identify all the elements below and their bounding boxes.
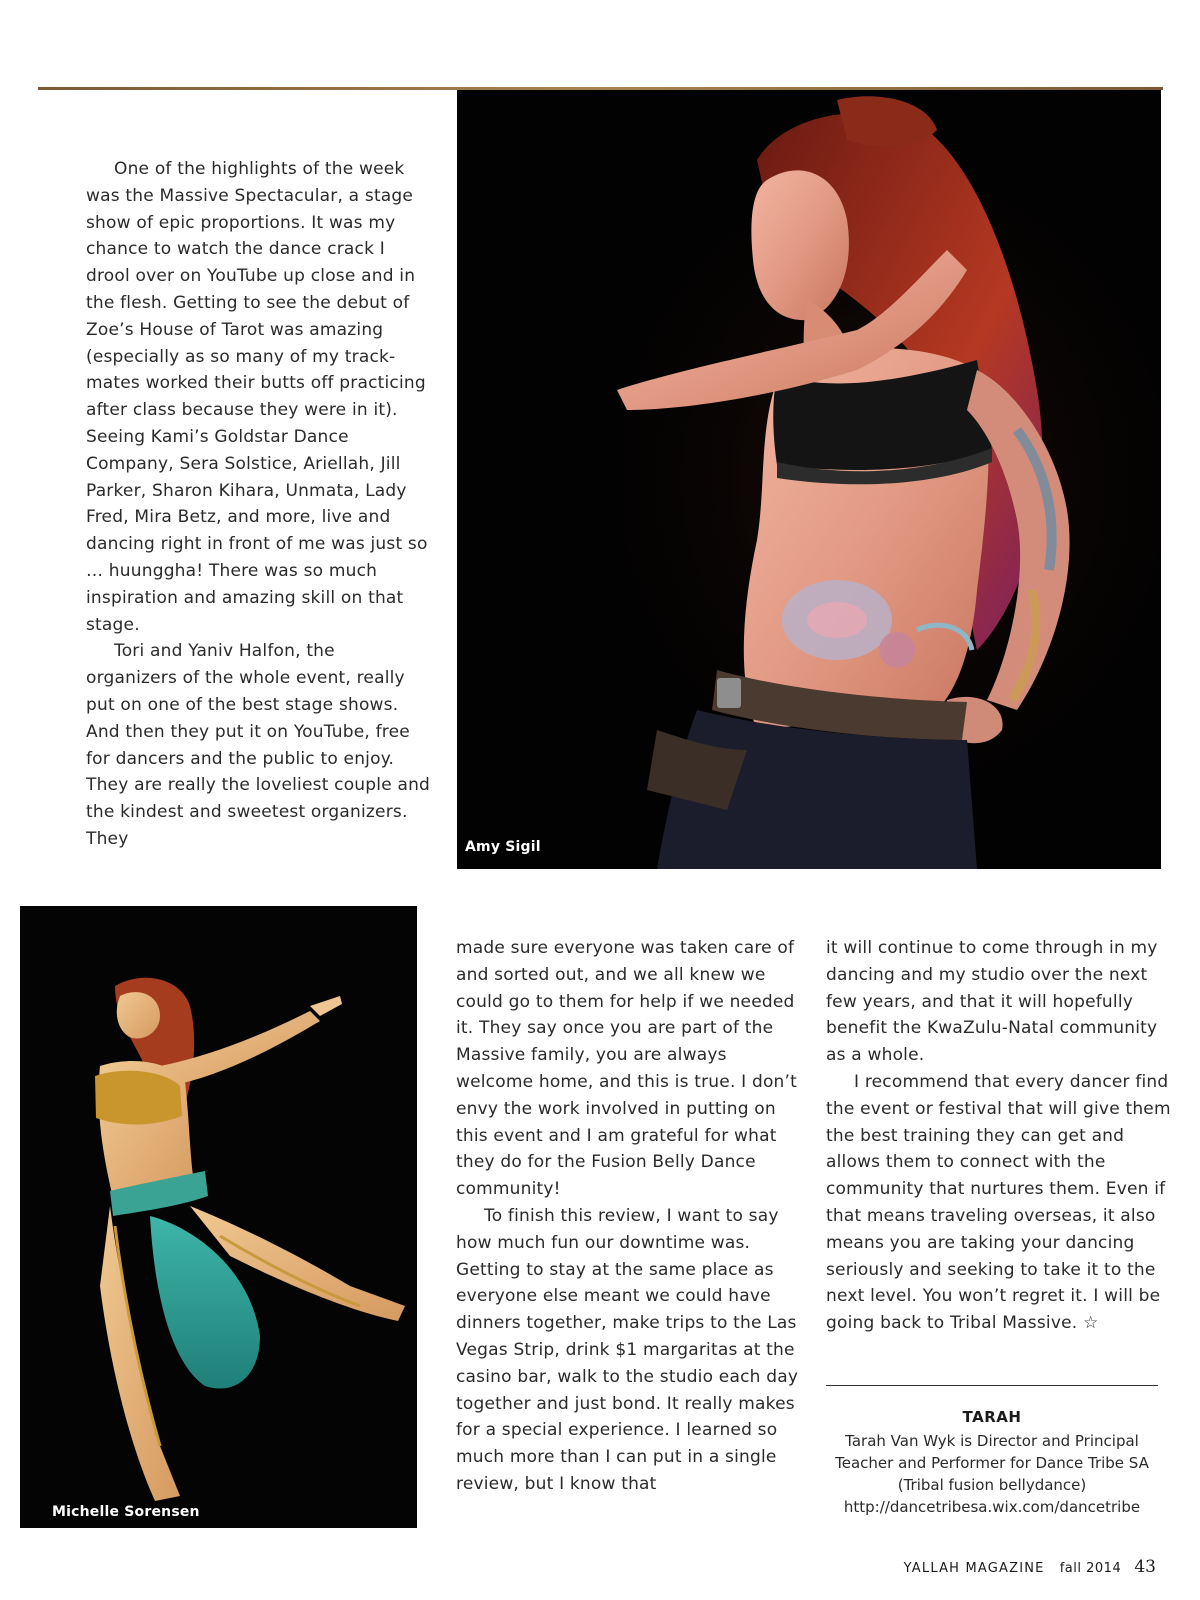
- article-column-3: [826, 935, 1171, 1337]
- article-paragraph: it will continue to come through in my dancing and my studio over the next few years, and that it will hopefully benefit the KwaZulu-Natal community as a whole.: [826, 938, 1158, 1066]
- dancer-photo-top-image: [457, 90, 1161, 869]
- author-website: http://dancetribesa.wix.com/dancetribe: [843, 1498, 1141, 1516]
- article-paragraph: Tori and Yaniv Halfon, the organizers of the whole event, really put on one of the best stage shows. And then they put it on YouTube, free for dancers and the public to enjoy. They are really the loveliest couple and the kindest and sweetest organizers. They: [86, 641, 431, 849]
- article-paragraph: To finish this review, I want to say how much fun our downtime was. Getting to stay at the same place as everyone else meant we could have dinners together, make trips to the Las Vegas Strip, drink $1 margaritas at the casino bar, walk to the studio each day together and just bond. It really makes for a special experience. I learned so much more than I can put in a single review, but I know that: [456, 1205, 799, 1494]
- article-paragraph: One of the highlights of the week was the Massive Spectacular, a stage show of epic proportions. It was my chance to watch the dance crack I drool over on YouTube up close and in the flesh. Getting to see the debut of Zoe’s House of Tarot was amazing (especially as so many of my track-mates worked their butts off practicing after class because they were in it). Seeing Kami’s Goldstar Dance Company, Sera Solstice, Ariellah, Jill Parker, Sharon Kihara, Unmata, Lady Fred, Mira Betz, and more, live and dancing right in front of me was just so … huunggha! There was so much inspiration and amazing skill on that stage.: [86, 159, 428, 635]
- article-column-2: [456, 935, 801, 1498]
- bio-divider: [826, 1385, 1158, 1386]
- photo-credit-top: Amy Sigil: [465, 839, 541, 855]
- article-column-1: [86, 156, 431, 853]
- page-footer: [904, 1557, 1156, 1577]
- issue-label: fall 2014: [1059, 1561, 1122, 1576]
- photo-credit-left: Michelle Sorensen: [52, 1504, 200, 1520]
- bio-line: (Tribal fusion bellydance): [897, 1476, 1087, 1494]
- dancer-photo-left-image: [20, 906, 417, 1528]
- author-bio: [826, 1406, 1158, 1518]
- page-number: 43: [1134, 1557, 1156, 1577]
- dancer-photo-left: [20, 906, 417, 1528]
- article-paragraph: I recommend that every dancer find the event or festival that will give them the best training they can get and allows them to connect with the community that nurtures them. Even if that means traveling overseas, it also means you are taking your dancing seriously and seeking to take it to the next level. You won’t regret it. I will be going back to Tribal Massive. ☆: [826, 1071, 1171, 1334]
- author-name: TARAH: [962, 1408, 1022, 1426]
- article-paragraph: made sure everyone was taken care of and sorted out, and we all knew we could go to them for help if we needed it. They say once you are part of the Massive family, you are always welcome home, and this is true. I don’t envy the work involved in putting on this event and I am grateful for what they do for the Fusion Belly Dance community!: [456, 938, 798, 1200]
- dancer-photo-top: [457, 90, 1161, 869]
- bio-line: Tarah Van Wyk is Director and Principal: [845, 1432, 1139, 1450]
- publication-name: YALLAH MAGAZINE: [903, 1561, 1045, 1576]
- bio-line: Teacher and Performer for Dance Tribe SA: [835, 1454, 1149, 1472]
